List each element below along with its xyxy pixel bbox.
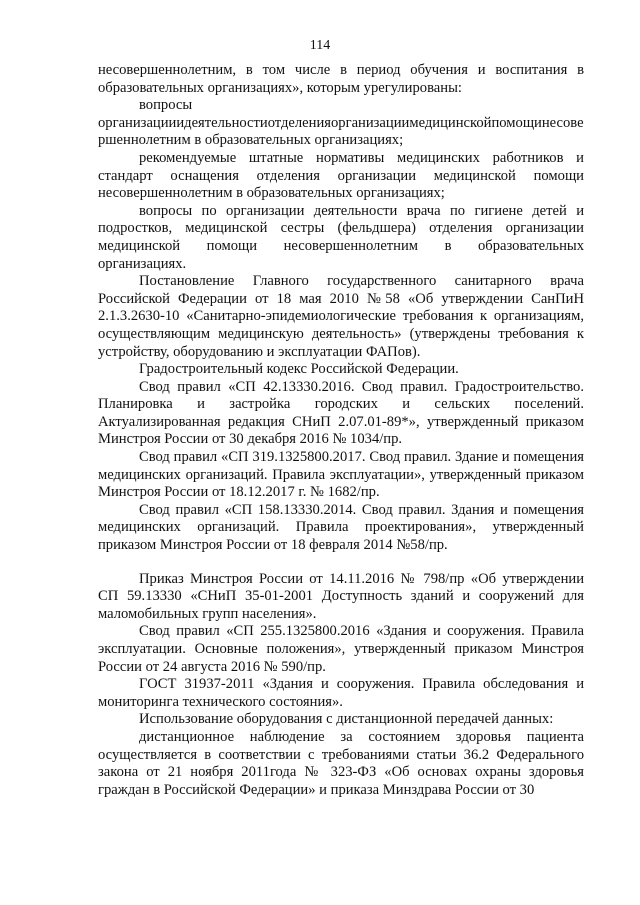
paragraph: организацииидеятельностиотделенияорганизациимедицинскойпомощинесовершеннолетним в образовательных организациях; xyxy=(98,114,584,149)
paragraph: дистанционное наблюдение за состоянием здоровья пациента осуществляется в соответствии с требованиями статьи 36.2 Федерального закона от 21 ноября 2011года № 323-ФЗ «Об основах охраны здоровья граждан в Российской Федерации» и приказа Минздрава России от 30 xyxy=(98,728,584,798)
paragraph: Свод правил «СП 158.13330.2014. Свод правил. Здания и помещения медицинских организаций. Правила проектирования», утвержденный приказом Минстроя России от 18 февраля 2014 №58/пр. xyxy=(98,501,584,554)
paragraph: несовершеннолетним, в том числе в период обучения и воспитания в образовательных организациях», которым урегулированы: xyxy=(98,62,584,96)
paragraph: вопросы по организации деятельности врача по гигиене детей и подростков, медицинской сестры (фельдшера) отделения организации медицинской помощи несовершеннолетним в образовательных организациях. xyxy=(98,202,584,272)
paragraph: Свод правил «СП 42.13330.2016. Свод правил. Градостроительство. Планировка и застройка городских и сельских поселений. Актуализированная редакция СНиП 2.07.01-89*», утвержденный приказом Минстроя России от 30 декабря 2016 № 1034/пр. xyxy=(98,378,584,448)
paragraph: ГОСТ 31937-2011 «Здания и сооружения. Правила обследования и мониторинга технического состояния». xyxy=(98,676,584,710)
paragraph: Свод правил «СП 255.1325800.2016 «Здания и сооружения. Правила эксплуатации. Основные положения», утвержденный приказом Минстроя России от 24 августа 2016 № 590/пр. xyxy=(98,623,584,675)
paragraph: рекомендуемые штатные нормативы медицинских работников и стандарт оснащения отделения организации медицинской помощи несовершеннолетним в образовательных организациях; xyxy=(98,149,584,202)
paragraph: Постановление Главного государственного санитарного врача Российской Федерации от 18 мая 2010 №58 «Об утверждении СанПиН 2.1.3.2630-10 «Санитарно-эпидемиологические требования к организациям, осуществляющим медицинскую деятельность» (утверждены требования к устройству, оборудованию и эксплуатации ФАПов). xyxy=(98,273,584,360)
paragraph: вопросы xyxy=(139,97,193,114)
paragraph: Использование оборудования с дистанционной передачей данных: xyxy=(139,711,554,728)
page-number: 114 xyxy=(309,38,331,53)
document-body xyxy=(98,62,584,799)
paragraph: Приказ Минстроя России от 14.11.2016 № 798/пр «Об утверждении СП 59.13330 «СНиП 35-01-2001 Доступность зданий и сооружений для маломобильных групп населения». xyxy=(98,570,584,622)
paragraph: Свод правил «СП 319.1325800.2017. Свод правил. Здание и помещения медицинских организаций. Правила эксплуатации», утвержденный приказом Минстроя России от 18.12.2017 г. № 1682/пр. xyxy=(98,449,584,501)
paragraph: Градостроительный кодекс Российской Федерации. xyxy=(139,361,459,378)
